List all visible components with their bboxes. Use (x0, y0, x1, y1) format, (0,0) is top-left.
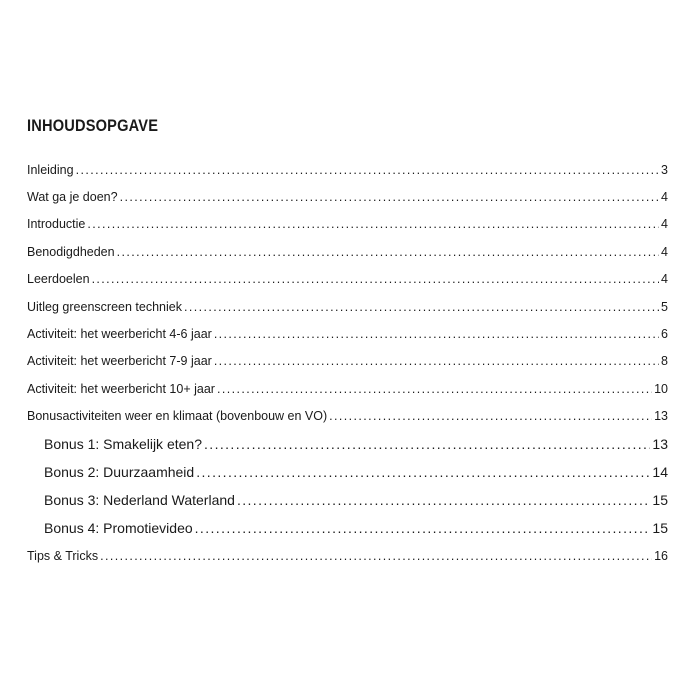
toc-page-number: 15 (652, 492, 668, 508)
toc-entry-label: Activiteit: het weerbericht 10+ jaar (27, 382, 215, 396)
toc-subentry[interactable] (44, 518, 668, 538)
toc-dot-leader (100, 546, 652, 566)
toc-subentry[interactable] (44, 490, 668, 510)
toc-entry-label: Activiteit: het weerbericht 4-6 jaar (27, 327, 212, 341)
toc-entry-label: Bonus 4: Promotievideo (44, 520, 193, 536)
toc-title: INHOUDSOPGAVE (27, 116, 159, 135)
toc-page-number: 13 (652, 436, 668, 452)
toc-dot-leader (120, 187, 659, 207)
toc-dot-leader (196, 462, 650, 482)
toc-page-number: 4 (661, 217, 668, 231)
toc-entry-label: Introductie (27, 217, 86, 231)
toc-entry-label: Bonus 1: Smakelijk eten? (44, 436, 202, 452)
toc-entry[interactable] (27, 242, 668, 262)
toc-page-number: 5 (661, 300, 668, 314)
toc-entry[interactable] (27, 379, 668, 399)
toc-entry-label: Leerdoelen (27, 272, 90, 286)
toc-entry-label: Wat ga je doen? (27, 190, 118, 204)
toc-dot-leader (329, 406, 652, 426)
toc-entry[interactable] (27, 214, 668, 234)
toc-entry[interactable] (27, 269, 668, 289)
toc-page-number: 14 (652, 464, 668, 480)
toc-entry-label: Bonusactiviteiten weer en klimaat (bovenbouw en VO) (27, 409, 328, 423)
toc-page-number: 16 (654, 549, 668, 563)
toc-dot-leader (214, 324, 659, 344)
toc-page-number: 4 (661, 245, 668, 259)
toc-dot-leader (92, 269, 659, 289)
toc-entry[interactable] (27, 324, 668, 344)
toc-entry-label: Activiteit: het weerbericht 7-9 jaar (27, 354, 212, 368)
toc-subentry[interactable] (44, 462, 668, 482)
toc-entry[interactable] (27, 546, 668, 566)
toc-entry-label: Bonus 2: Duurzaamheid (44, 464, 195, 480)
toc-entry[interactable] (27, 160, 668, 180)
toc-page-number: 15 (652, 520, 668, 536)
toc-dot-leader (87, 214, 659, 234)
toc-page-number: 3 (661, 163, 668, 177)
toc-dot-leader (117, 242, 659, 262)
toc-page-number: 4 (661, 272, 668, 286)
toc-entry[interactable] (27, 297, 668, 317)
toc-page-number: 13 (654, 409, 668, 423)
toc-page-number: 10 (654, 382, 668, 396)
toc-dot-leader (195, 518, 651, 538)
toc-page-number: 6 (661, 327, 668, 341)
toc-entry-label: Inleiding (27, 163, 74, 177)
toc-entry-label: Uitleg greenscreen techniek (27, 300, 182, 314)
toc-entry-label: Bonus 3: Nederland Waterland (44, 492, 235, 508)
toc-dot-leader (237, 490, 650, 510)
toc-page-number: 8 (661, 354, 668, 368)
toc-entry-label: Benodigdheden (27, 245, 115, 259)
toc-dot-leader (184, 297, 659, 317)
toc-dot-leader (204, 434, 650, 454)
toc-entry[interactable] (27, 187, 668, 207)
toc-entry[interactable] (27, 406, 668, 426)
toc-dot-leader (76, 160, 659, 180)
toc-dot-leader (217, 379, 652, 399)
toc-page-number: 4 (661, 190, 668, 204)
toc-dot-leader (214, 351, 659, 371)
toc-subentry[interactable] (44, 434, 668, 454)
toc-entry[interactable] (27, 351, 668, 371)
toc-entry-label: Tips & Tricks (27, 549, 99, 563)
